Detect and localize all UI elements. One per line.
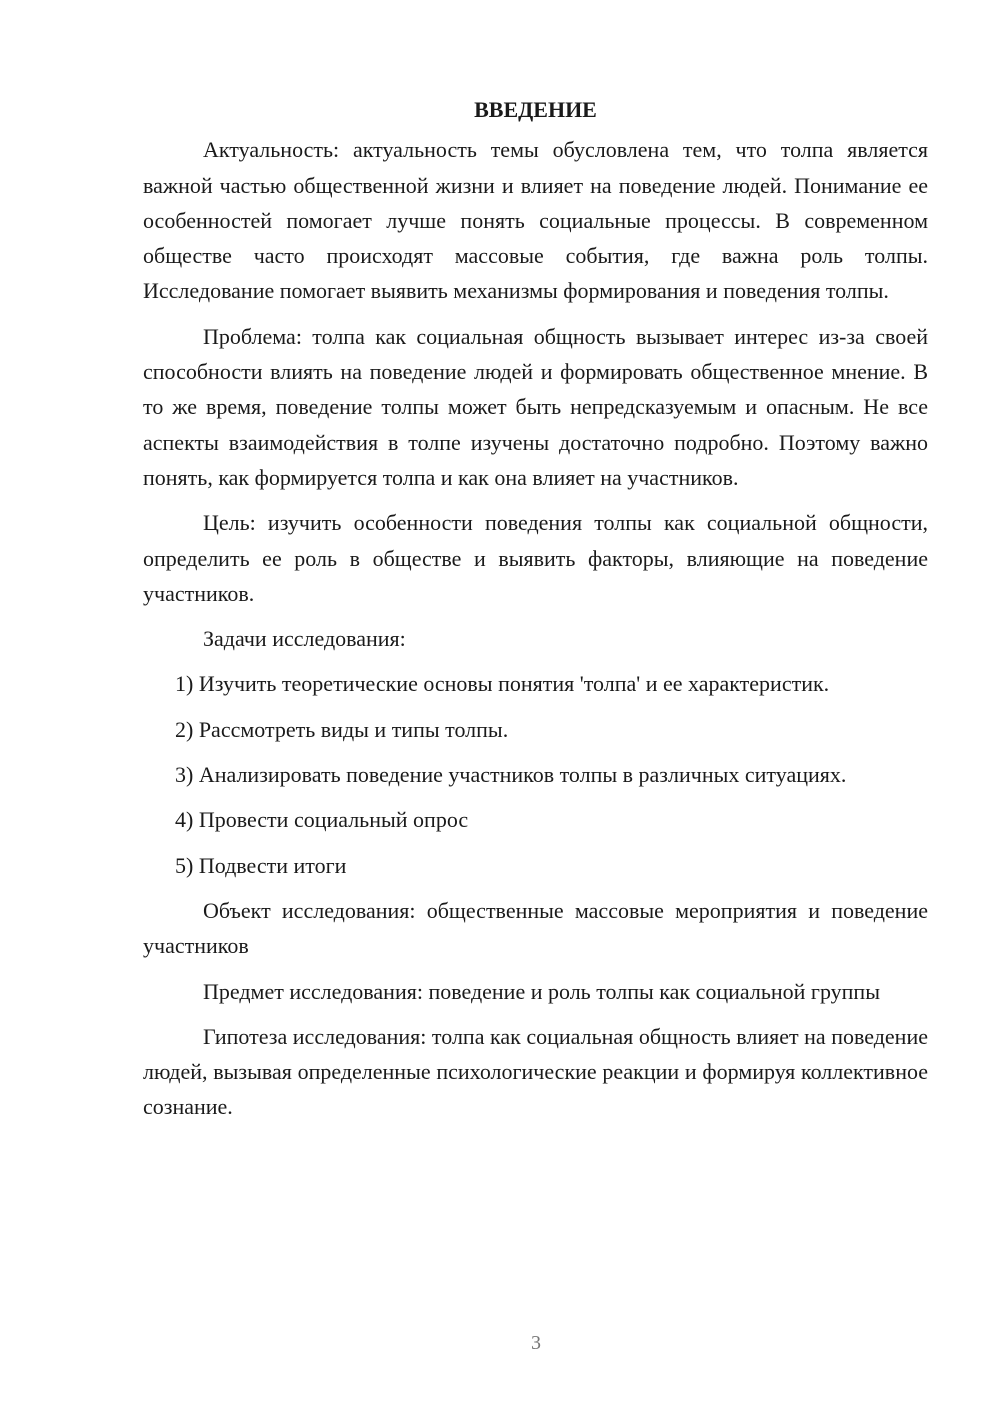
problem-paragraph: Проблема: толпа как социальная общность вызывает интерес из-за своей способности влиять на поведение людей и формировать общественное мнение. В то же время, поведение толпы может быть непредсказуемым и опасным. Не все аспекты взаимодействия в толпе изучены достаточно подробно. Поэтому важно понять, как формируется толпа и как она влияет на участников. bbox=[143, 323, 928, 490]
page-content bbox=[143, 92, 928, 1135]
tasks-heading: Задачи исследования: bbox=[203, 626, 406, 652]
subject-paragraph: Предмет исследования: поведение и роль толпы как социальной группы bbox=[203, 978, 880, 1004]
hypothesis-paragraph: Гипотеза исследования: толпа как социальная общность влияет на поведение людей, вызывая определенные психологические реакции и формируя коллективное сознание. bbox=[143, 1023, 928, 1120]
section-heading: ВВЕДЕНИЕ bbox=[474, 97, 597, 122]
task-item: 5) Подвести итоги bbox=[175, 852, 347, 878]
task-item: 4) Провести социальный опрос bbox=[175, 807, 469, 833]
goal-paragraph: Цель: изучить особенности поведения толпы как социальной общности, определить ее роль в обществе и выявить факторы, влияющие на поведение участников. bbox=[143, 510, 928, 606]
task-item: 1) Изучить теоретические основы понятия 'толпа' и ее характеристик. bbox=[175, 671, 830, 697]
task-item: 3) Анализировать поведение участников толпы в различных ситуациях. bbox=[175, 762, 847, 788]
page-number: 3 bbox=[531, 1332, 541, 1354]
relevance-paragraph: Актуальность: актуальность темы обусловлена тем, что толпа является важной частью общественной жизни и влияет на поведение людей. Понимание ее особенностей помогает лучше понять социальные процессы. В современном обществе часто происходят массовые события, где важна роль толпы. Исследование помогает выявить механизмы формирования и поведения толпы. bbox=[143, 137, 928, 304]
object-paragraph: Объект исследования: общественные массовые мероприятия и поведение участников bbox=[143, 897, 928, 959]
task-item: 2) Рассмотреть виды и типы толпы. bbox=[175, 716, 509, 742]
